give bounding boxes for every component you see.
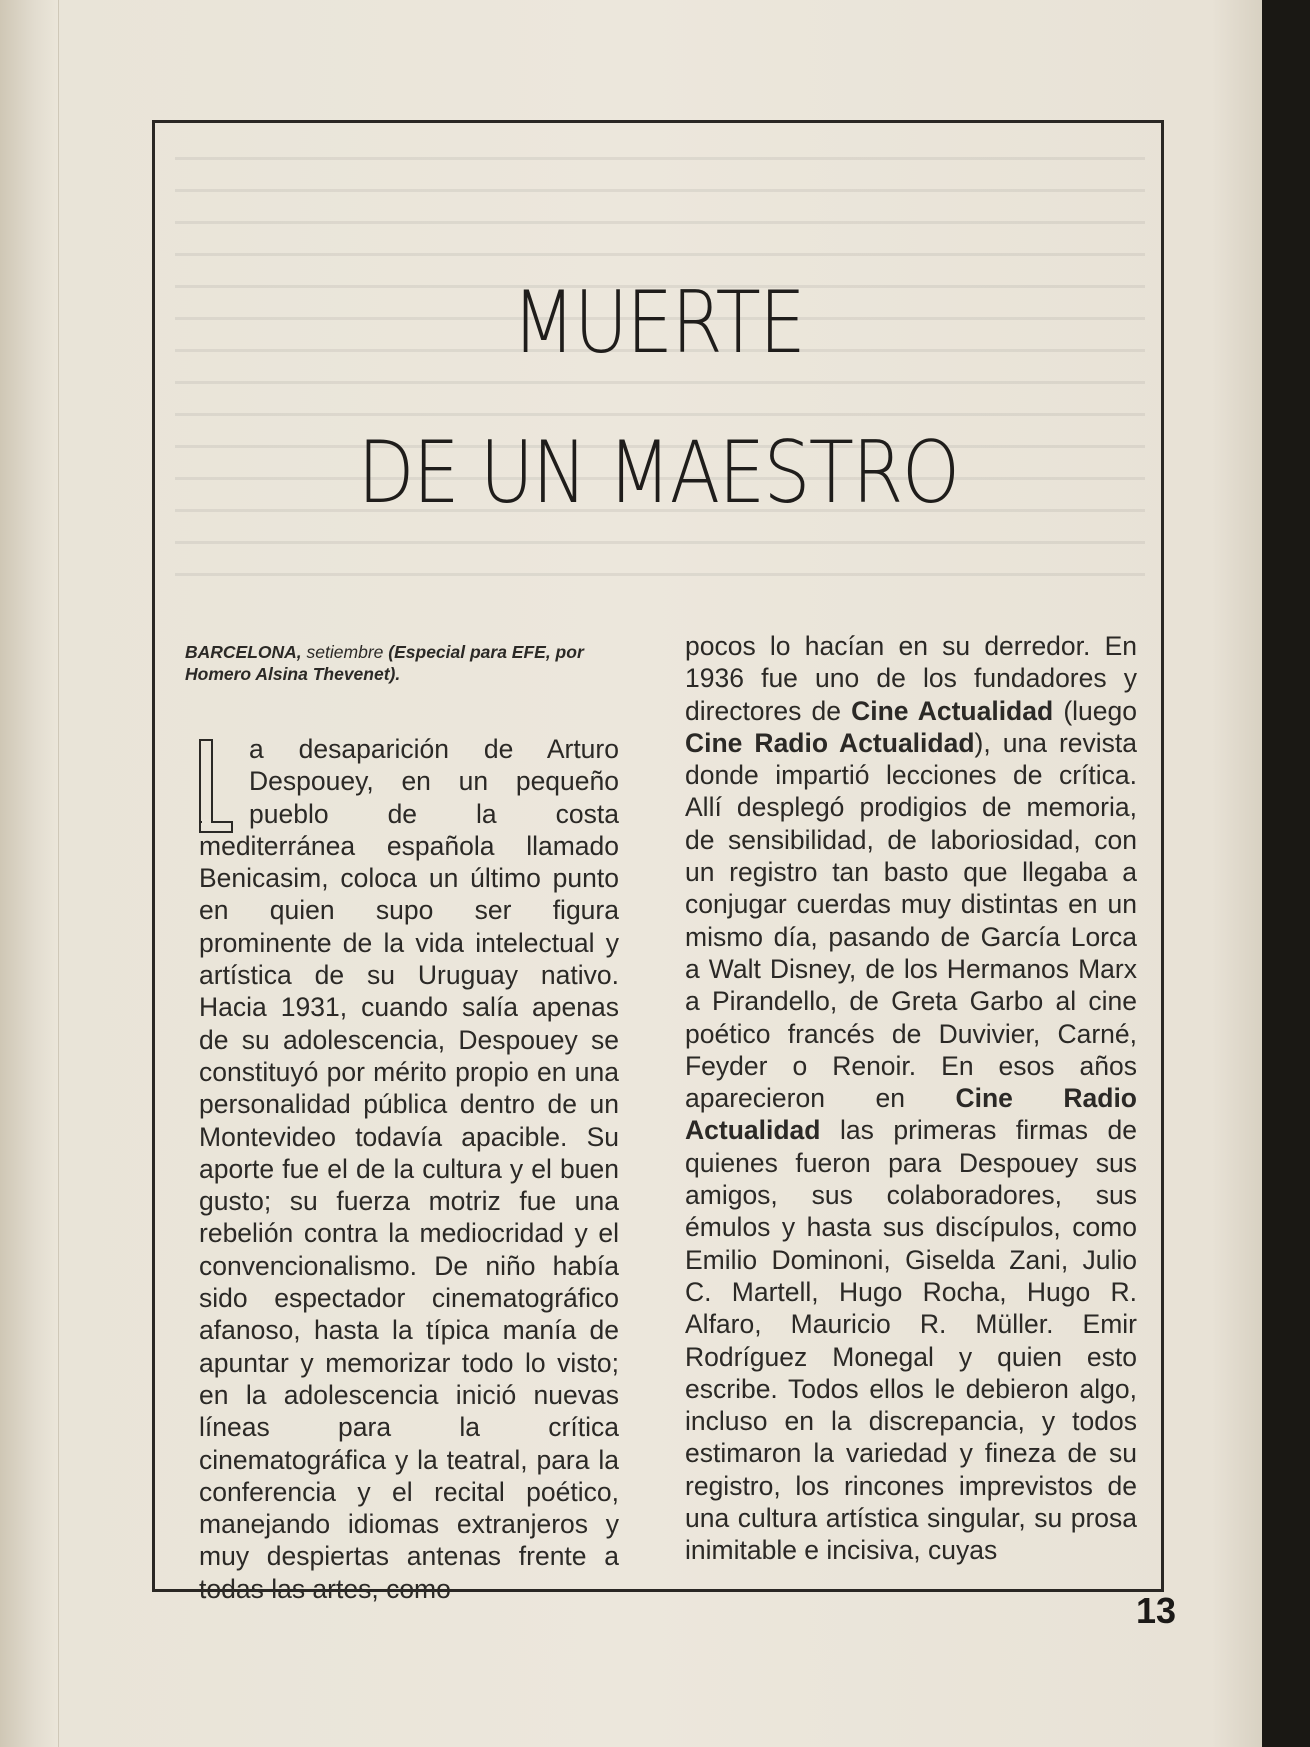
page-number: 13	[1136, 1590, 1177, 1631]
article-column-left	[199, 733, 619, 1605]
article-text-right-4: las primeras firmas de quienes fueron para Despouey sus amigos, sus colaboradores, sus émulos y hasta sus discípulos, como Emilio Dominoni, Giselda Zani, Julio C. Martell, Hugo Rocha, Hugo R. Alfaro, Mauricio R. Müller. Emir Rodríguez Monegal y quien esto escribe. Todos ellos le debieron algo, incluso en la discrepancia, y todos estimaron la variedad y fineza de su registro, los rincones imprevistos de una cultura artística singular, su prosa inimitable e incisiva, cuyas	[685, 1115, 1137, 1566]
dateline	[185, 641, 645, 685]
article-text-right-2: (luego	[1053, 695, 1137, 726]
dateline-date: setiembre	[306, 642, 384, 662]
headline-line-1: MUERTE	[511, 273, 805, 373]
article-frame	[152, 120, 1164, 1604]
magazine-name: Cine Radio Actualidad	[685, 727, 975, 758]
article-column-right	[685, 630, 1137, 1567]
page-spine	[0, 0, 59, 1747]
dateline-place: BARCELONA,	[185, 642, 302, 662]
magazine-name: Cine Radio Actualidad	[685, 1083, 1137, 1146]
dateline-credit: (Especial para EFE, por Homero Alsina Thevenet).	[185, 642, 584, 684]
article-text-right-3: ), una revista donde impartió lecciones de crítica. Allí desplegó prodigios de memoria, de sensibilidad, de laboriosidad, con un registro tan basto que llegaba a conjugar cuerdas muy distintas en un mismo día, pasando de García Lorca a Walt Disney, de los Hermanos Marx a Pirandello, de Greta Garbo al cine poético francés de Duvivier, Carné, Feyder o Renoir. En esos años aparecieron en	[685, 727, 1137, 1114]
magazine-name: Cine Actualidad	[851, 695, 1054, 726]
headline-line-2: DE UN MAESTRO	[357, 423, 959, 523]
article-text-left: a desaparición de Arturo Despouey, en un pequeño pueblo de la costa mediterránea española llamado Benicasim, coloca un último punto en quien supo ser figura prominente de la vida intelectual y artística de su Uruguay nativo. Hacia 1931, cuando salía apenas de su adolescencia, Despouey se constituyó por mérito propio en una personalidad pública dentro de un Montevideo todavía apacible. Su aporte fue el de la cultura y el buen gusto; su fuerza motriz fue una rebelión contra la mediocridad y el convencionalismo. De niño había sido espectador cinematográfico afanoso, hasta la típica manía de apuntar y memorizar todo lo visto; en la adolescencia inició nuevas líneas para la crítica cinematográfica y la teatral, para la conferencia y el recital poético, manejando idiomas extranjeros y muy despiertas antenas frente a todas las artes, como	[199, 734, 619, 1604]
dropcap-letter	[199, 739, 233, 827]
article-text-right-1: pocos lo hacían en su derredor. En 1936 fue uno de los fundadores y directores de	[685, 631, 1137, 726]
